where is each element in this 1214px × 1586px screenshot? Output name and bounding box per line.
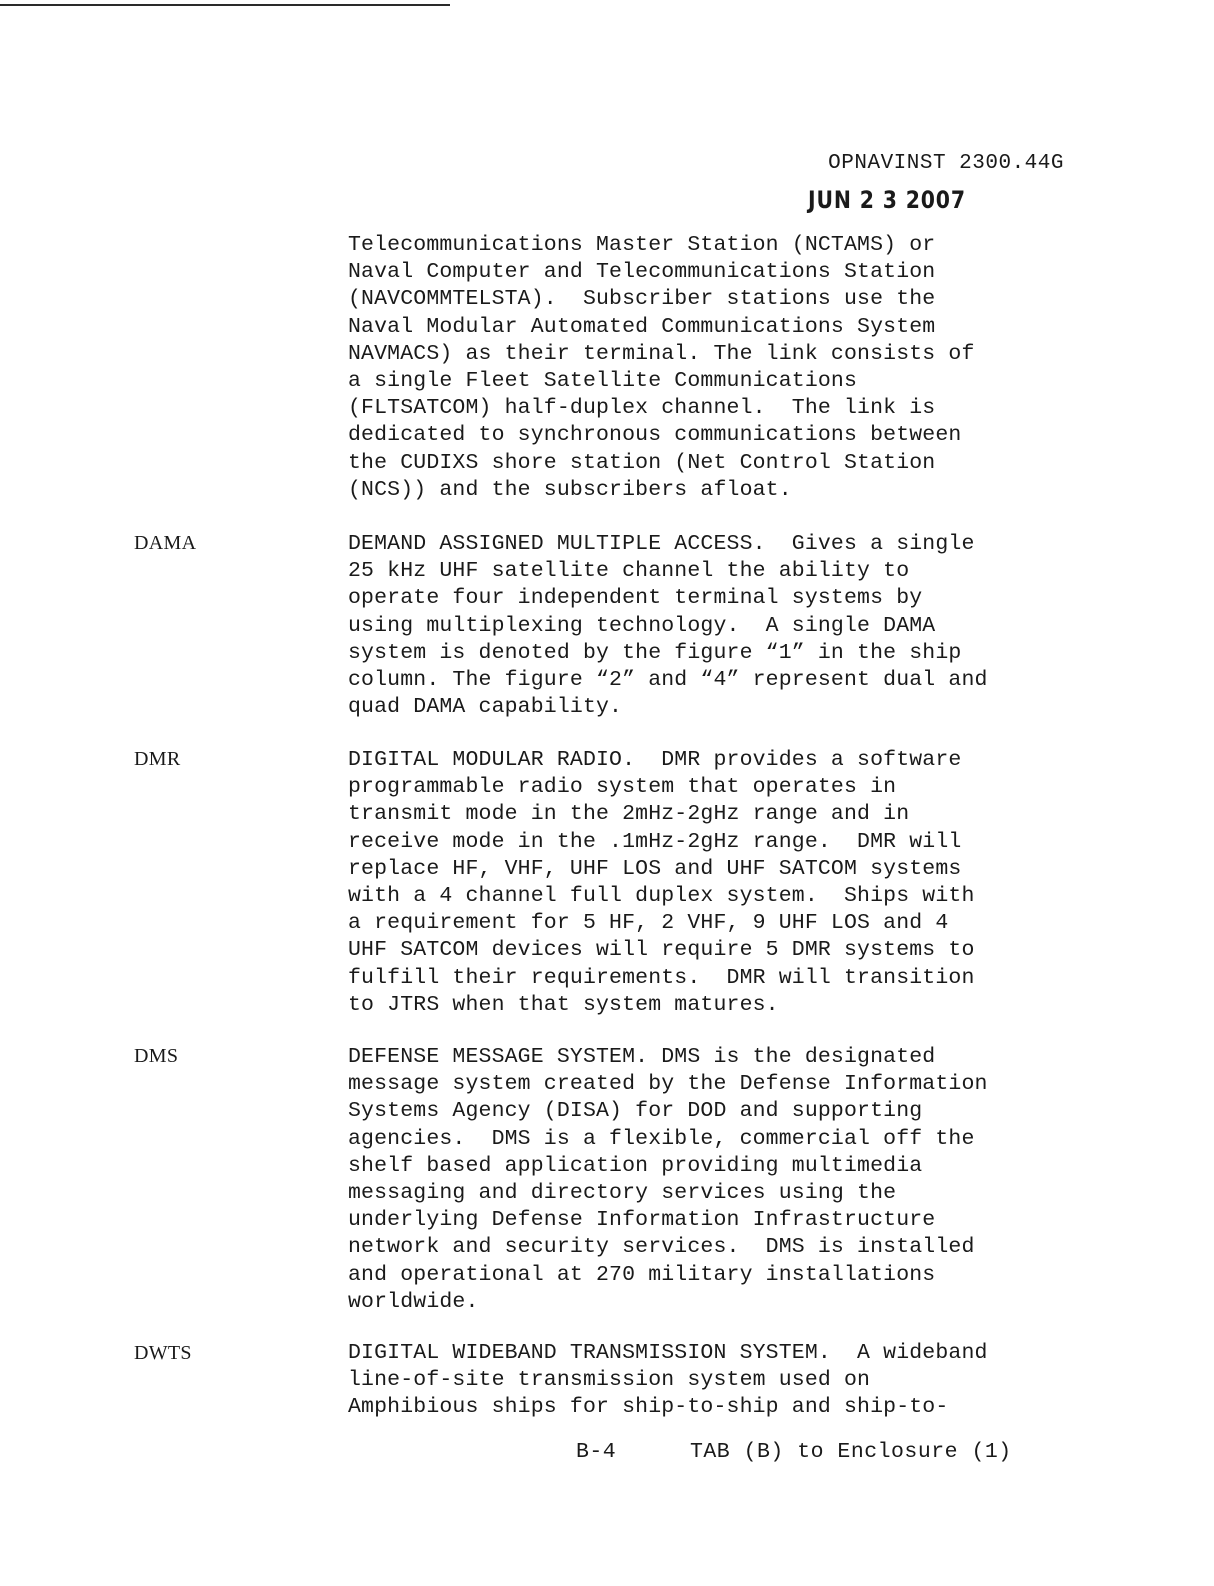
page-number: B-4 — [576, 1440, 617, 1464]
term-dama: DAMA — [134, 532, 197, 554]
definition-dwts: DIGITAL WIDEBAND TRANSMISSION SYSTEM. A wideband line-of-site transmission system used on Amphibious ships for ship-to-ship and ship-to- — [348, 1341, 988, 1420]
definition-dms: DEFENSE MESSAGE SYSTEM. DMS is the designated message system created by the Defense Information Systems Agency (DISA) for DOD and supporting agencies. DMS is a flexible, commercial off the shelf based application providing multimedia messaging and directory services using the underlying Defense Information Infrastructure network and security services. DMS is installed and operational at 270 military installations worldwide. — [348, 1045, 988, 1314]
term-dms: DMS — [134, 1045, 179, 1067]
enclosure-label: TAB (B) to Enclosure (1) — [690, 1440, 1012, 1464]
term-dwts: DWTS — [134, 1342, 192, 1364]
definition-dmr: DIGITAL MODULAR RADIO. DMR provides a software programmable radio system that operates in transmit mode in the 2mHz-2gHz range and in receive mode in the .1mHz-2gHz range. DMR will replace HF, VHF, UHF LOS and UHF SATCOM systems with a 4 channel full duplex system. Ships with a requirement for 5 HF, 2 VHF, 9 UHF LOS and 4 UHF SATCOM devices will require 5 DMR systems to fulfill their requirements. DMR will transition to JTRS when that system matures. — [348, 748, 975, 1017]
top-rule — [0, 4, 450, 6]
date-stamp: JUN 2 3 2007 — [808, 186, 966, 214]
intro-paragraph: Telecommunications Master Station (NCTAMS) or Naval Computer and Telecommunications Station (NAVCOMMTELSTA). Subscriber stations use the Naval Modular Automated Communications System NAVMACS) as their terminal. The link consists of a single Fleet Satellite Communications (FLTSATCOM) half-duplex channel. The link is dedicated to synchronous communications between the CUDIXS shore station (Net Control Station (NCS)) and the subscribers afloat. — [348, 233, 975, 502]
definition-dama: DEMAND ASSIGNED MULTIPLE ACCESS. Gives a single 25 kHz UHF satellite channel the ability to operate four independent terminal systems by using multiplexing technology. A single DAMA system is denoted by the figure “1” in the ship column. The figure “2” and “4” represent dual and quad DAMA capability. — [348, 532, 988, 720]
term-dmr: DMR — [134, 748, 181, 770]
document-id: OPNAVINST 2300.44G — [828, 152, 1064, 175]
